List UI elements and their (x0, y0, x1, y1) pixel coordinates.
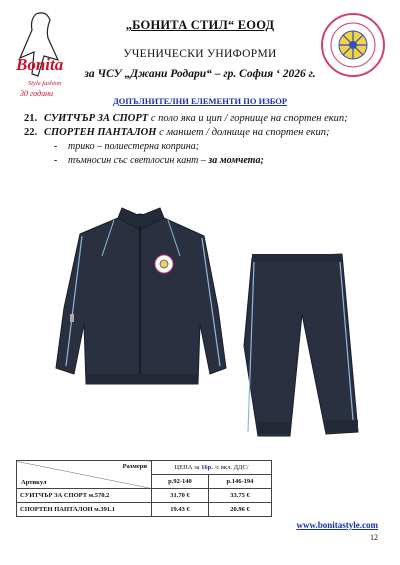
item-row (24, 112, 394, 126)
price-cell: 20.96 € (208, 503, 271, 517)
section-title: ДОПЪЛНИТЕЛНИ ЕЛЕМЕНТИ ПО ИЗБОР (112, 96, 288, 106)
jacket-illustration (56, 208, 226, 384)
sub-item: - трико – полиестерна коприна; (54, 141, 200, 152)
document-title: УЧЕНИЧЕСКИ УНИФОРМИ (123, 48, 277, 60)
price-header: ЦЕНА за 16р. /с вкл. ДДС/ (152, 461, 272, 475)
table-row (17, 503, 272, 517)
size-column-header: р.92-140 (152, 475, 209, 489)
price-table (16, 460, 272, 517)
price-cell: 33.75 € (208, 489, 271, 503)
pants-illustration (244, 254, 358, 436)
table-row (17, 489, 272, 503)
school-line: за ЧСУ „Джани Родари“ – гр. София ‘ 2026 г. (84, 68, 316, 80)
sub-item-text: тъмносин със светлосин кант – (68, 155, 209, 166)
sizes-label: Размери (122, 463, 147, 470)
size-column-header: р.146-194 (208, 475, 271, 489)
sub-item-emphasis: за момчета; (208, 155, 264, 166)
article-cell: СУИТЧЪР ЗА СПОРТ м.570.2 (17, 489, 152, 503)
svg-text:Bonita: Bonita (16, 55, 64, 74)
sub-item-text: трико – полиестерна коприна; (68, 141, 200, 152)
sub-item: - тъмносин със светлосин кант – за момчета; (54, 155, 264, 166)
price-cell: 19.43 € (152, 503, 209, 517)
page-number: 12 (370, 533, 378, 542)
article-label: Артикул (21, 479, 47, 486)
svg-text:Style fashion: Style fashion (28, 80, 62, 87)
item-name: СУИТЧЪР ЗА СПОРТ (44, 113, 149, 124)
article-cell: СПОРТЕН ПАНТАЛОН м.391.1 (17, 503, 152, 517)
item-row (24, 126, 394, 140)
website-link[interactable]: www.bonitastyle.com (296, 520, 378, 530)
company-name: „БОНИТА СТИЛ“ ЕООД (125, 18, 275, 32)
tracksuit-photo (22, 196, 378, 454)
item-number: 22. (24, 127, 38, 138)
svg-text:30 години: 30 години (20, 89, 54, 98)
items-list (24, 112, 394, 168)
price-cell: 31.70 € (152, 489, 209, 503)
item-number: 21. (24, 113, 38, 124)
item-description: с маншет / долнище на спортен екип; (159, 127, 330, 138)
item-name: СПОРТЕН ПАНТАЛОН (44, 127, 157, 138)
item-description: с поло яка и цип / горнище на спортен екип; (150, 113, 348, 124)
table-corner-header (17, 461, 152, 489)
